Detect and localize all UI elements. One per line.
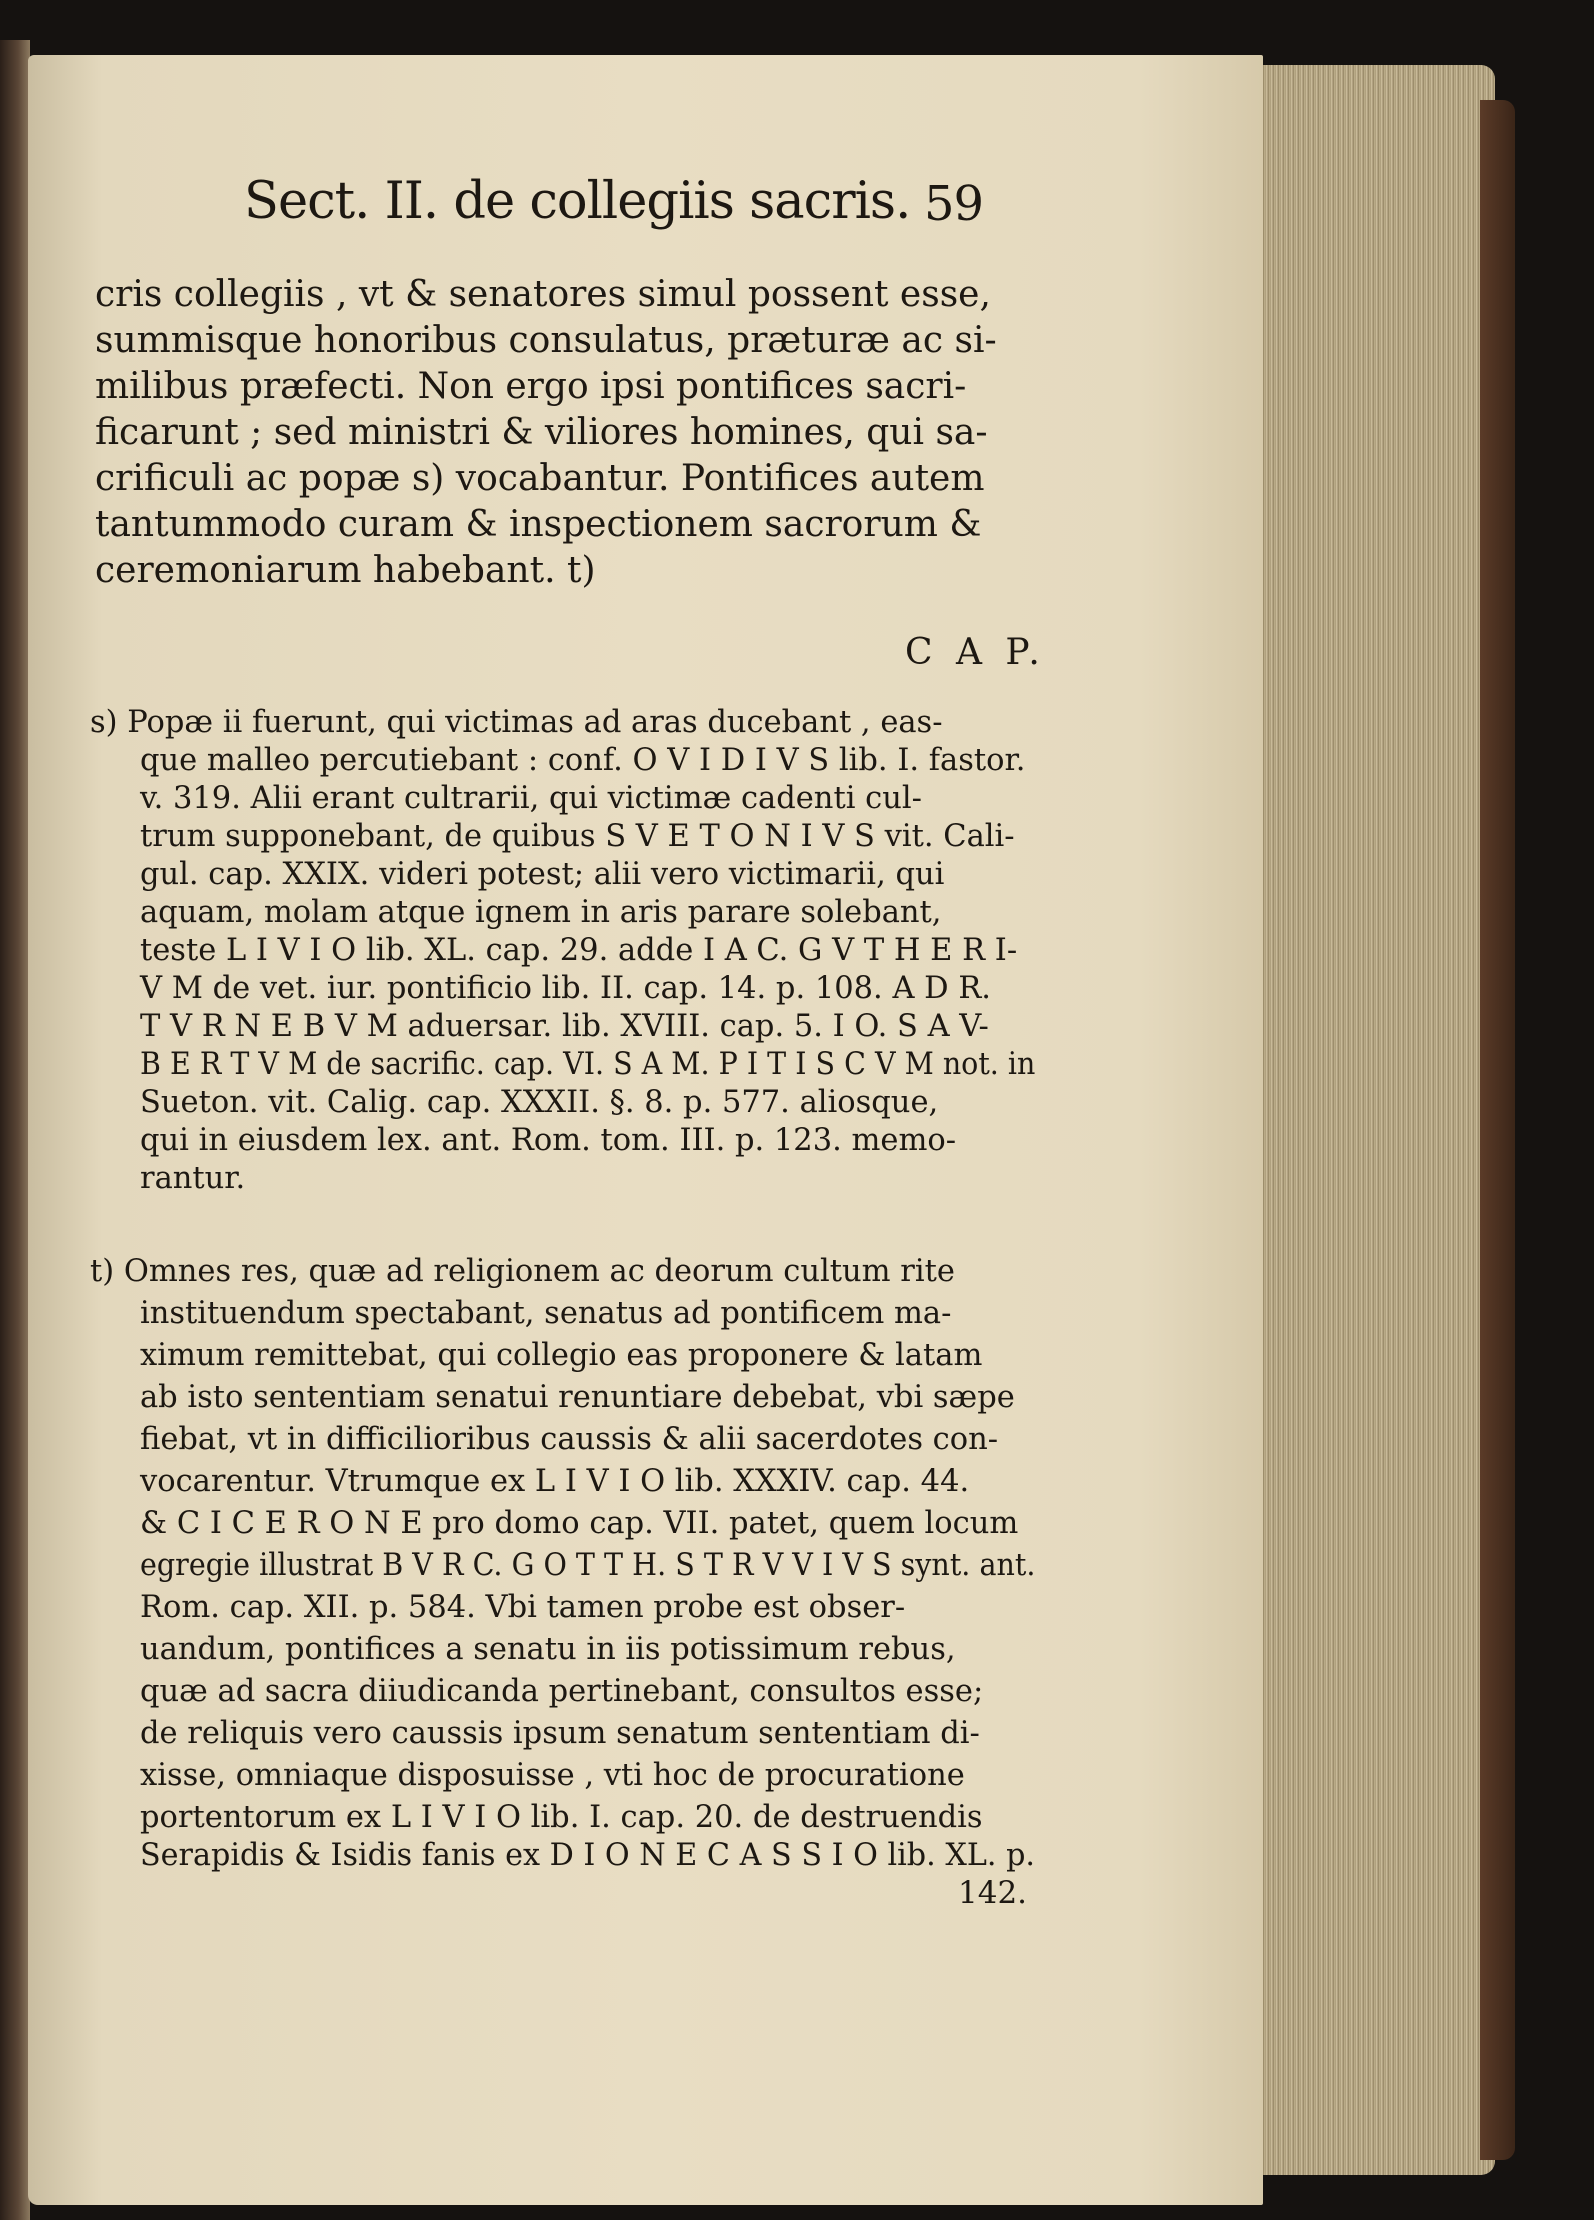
text-line: crificuli ac popæ s) vocabantur. Pontifices autem	[95, 458, 985, 499]
page-block-edges	[1255, 65, 1495, 2175]
footnote-line: rantur.	[140, 1161, 246, 1196]
footnote-line: Serapidis & Isidis fanis ex D I O N E C A S S I O lib. XL. p.	[140, 1838, 1036, 1873]
running-title: Sect. II. de collegiis sacris.	[244, 172, 911, 231]
footnote-line: T V R N E B V M aduersar. lib. XVIII. cap. 5. I O. S A V-	[140, 1009, 989, 1044]
footnote-line: trum supponebant, de quibus S V E T O N I V S vit. Cali-	[140, 819, 1015, 854]
footnote-line: egregie illustrat B V R C. G O T T H. S T R V V I V S synt. ant.	[140, 1548, 1036, 1583]
page-number: 59	[924, 176, 984, 232]
footnote-line: s) Popæ ii fuerunt, qui victimas ad aras ducebant , eas-	[90, 705, 943, 740]
footnote-line: B E R T V M de sacrific. cap. VI. S A M. P I T I S C V M not. in	[140, 1047, 1036, 1082]
footnote-line: uandum, pontifices a senatu in iis potissimum rebus,	[140, 1632, 956, 1667]
footnote-line: aquam, molam atque ignem in aris parare solebant,	[140, 895, 942, 930]
left-page-edge	[0, 40, 30, 2220]
footnote-line: vocarentur. Vtrumque ex L I V I O lib. XXXIV. cap. 44.	[140, 1464, 970, 1499]
footnote-line: quæ ad sacra diiudicanda pertinebant, consultos esse;	[140, 1674, 984, 1709]
book-cover-edge	[1480, 100, 1515, 2160]
footnote-line: gul. cap. XXIX. videri potest; alii vero victimarii, qui	[140, 857, 945, 892]
text-line: ficarunt ; sed ministri & viliores homines, qui sa-	[95, 412, 988, 453]
footnote-line: teste L I V I O lib. XL. cap. 29. adde I A C. G V T H E R I-	[140, 933, 1018, 968]
footnote-line: portentorum ex L I V I O lib. I. cap. 20. de destruendis	[140, 1800, 983, 1835]
footnote-line: de reliquis vero caussis ipsum senatum sententiam di-	[140, 1716, 980, 1751]
footnote-line: qui in eiusdem lex. ant. Rom. tom. III. p. 123. memo-	[140, 1123, 957, 1158]
footnote-line: Rom. cap. XII. p. 584. Vbi tamen probe est obser-	[140, 1590, 906, 1625]
footnote-line: fiebat, vt in difficilioribus caussis & alii sacerdotes con-	[140, 1422, 999, 1457]
footnote-line: xisse, omniaque disposuisse , vti hoc de procuratione	[140, 1758, 965, 1793]
footnote-end: 142.	[958, 1875, 1028, 1911]
footnote-line: V M de vet. iur. pontificio lib. II. cap. 14. p. 108. A D R.	[140, 971, 991, 1006]
footnote-line: que malleo percutiebant : conf. O V I D I V S lib. I. fastor.	[140, 743, 1026, 778]
footnote-line: Sueton. vit. Calig. cap. XXXII. §. 8. p. 577. aliosque,	[140, 1085, 939, 1120]
footnote-line: ximum remittebat, qui collegio eas proponere & latam	[140, 1338, 983, 1373]
running-header	[244, 172, 1034, 232]
text-line: tantummodo curam & inspectionem sacrorum &	[95, 504, 982, 545]
text-line: milibus præfecti. Non ergo ipsi pontifices sacri-	[95, 366, 967, 407]
text-line: cris collegiis , vt & senatores simul possent esse,	[95, 274, 991, 315]
footnote-line: ab isto sententiam senatui renuntiare debebat, vbi sæpe	[140, 1380, 1015, 1415]
footnote-line: instituendum spectabant, senatus ad pontificem ma-	[140, 1296, 952, 1331]
catchword: C A P.	[905, 632, 1046, 673]
footnote-line: t) Omnes res, quæ ad religionem ac deorum cultum rite	[90, 1254, 955, 1289]
footnote-line: & C I C E R O N E pro domo cap. VII. patet, quem locum	[140, 1506, 1019, 1541]
footnote-line: v. 319. Alii erant cultrarii, qui victimæ cadenti cul-	[140, 781, 922, 816]
text-line: ceremoniarum habebant. t)	[95, 550, 596, 591]
text-line: summisque honoribus consulatus, præturæ ac si-	[95, 320, 997, 361]
